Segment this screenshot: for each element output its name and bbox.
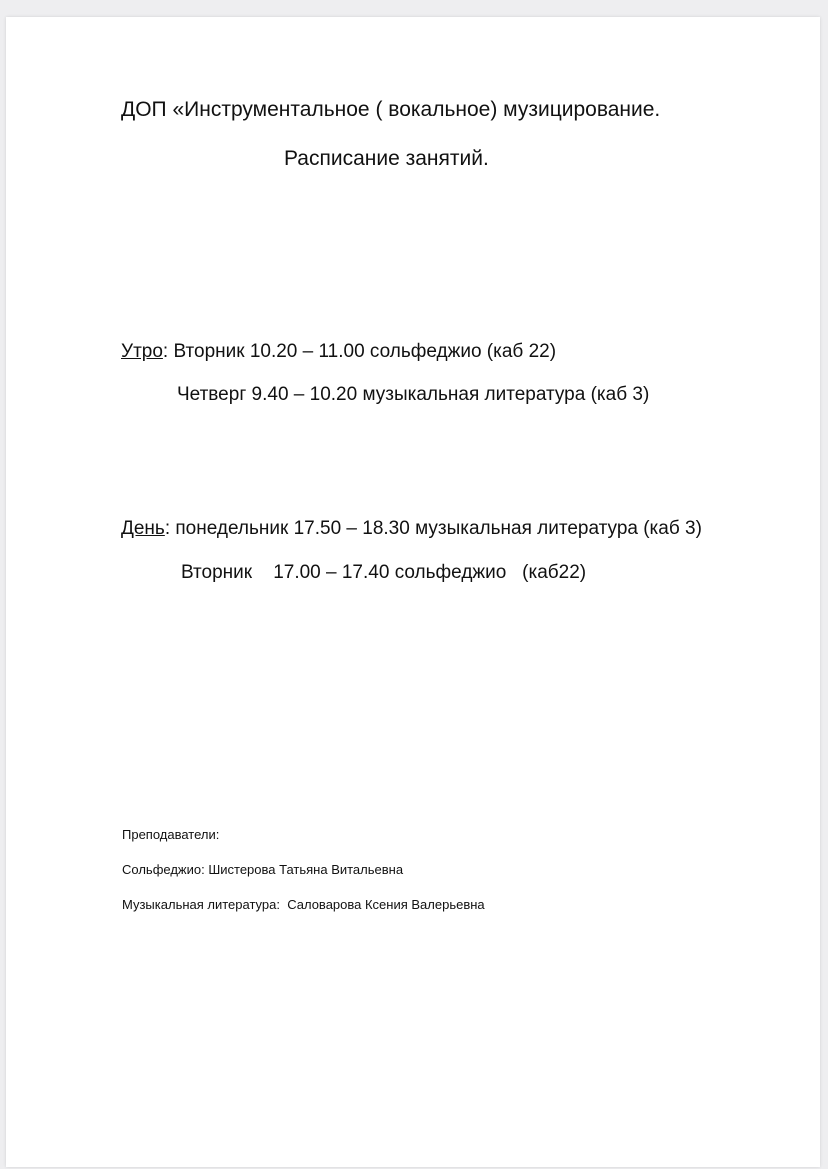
day-separator: : (164, 518, 171, 539)
morning-separator: : (162, 341, 169, 362)
morning-row-1-text: Вторник 10.20 – 11.00 сольфеджио (каб 22) (168, 341, 557, 362)
document-page (6, 17, 820, 1167)
teacher-item: Сольфеджио: Шистерова Татьяна Витальевна (122, 862, 404, 877)
morning-row-1 (121, 341, 556, 363)
morning-row-2: Четверг 9.40 – 10.20 музыкальная литература (каб 3) (177, 384, 650, 405)
day-row-2: Вторник 17.00 – 17.40 сольфеджио (каб22) (181, 562, 587, 583)
day-row-1 (121, 518, 702, 540)
day-label: День (121, 518, 165, 539)
document-subtitle: Расписание занятий. (284, 147, 489, 170)
morning-label: Утро (121, 341, 163, 362)
day-row-1-text: понедельник 17.50 – 18.30 музыкальная литература (каб 3) (170, 518, 702, 539)
teachers-heading: Преподаватели: (122, 827, 220, 842)
document-title: ДОП «Инструментальное ( вокальное) музицирование. (121, 98, 661, 121)
teacher-item: Музыкальная литература: Саловарова Ксения Валерьевна (122, 897, 485, 912)
